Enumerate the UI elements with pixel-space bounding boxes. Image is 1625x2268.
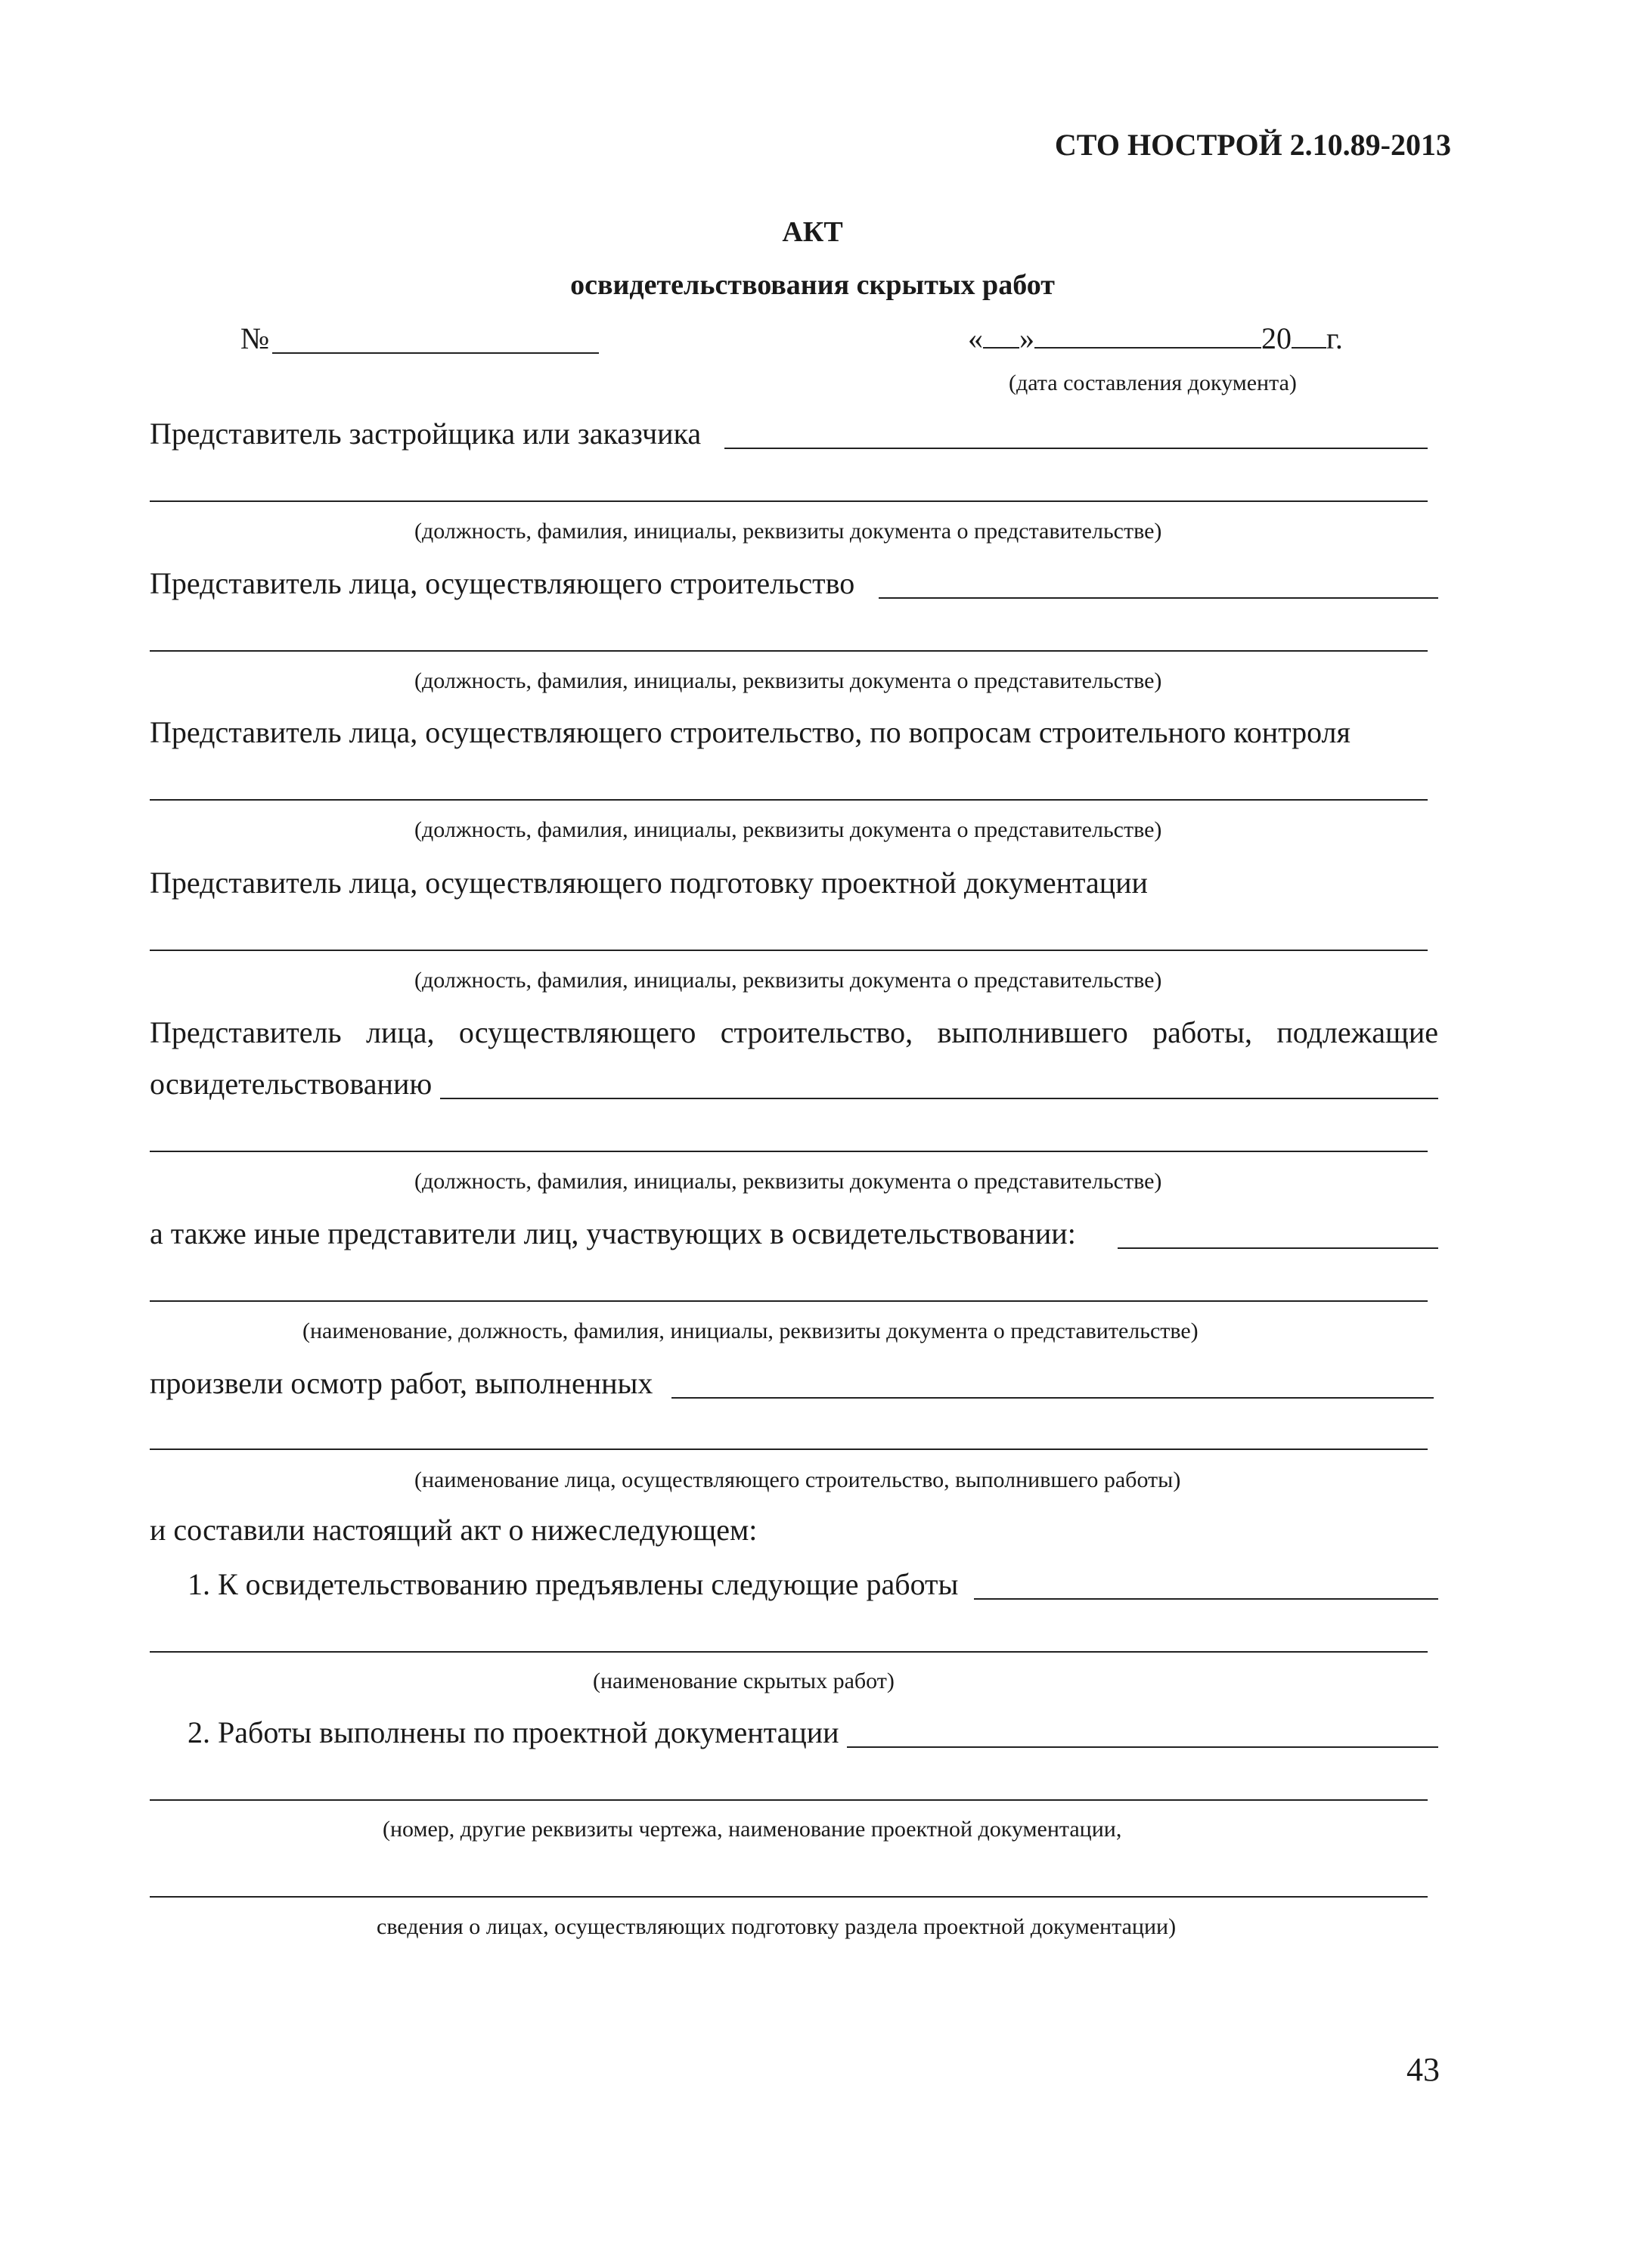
field-inspection-caption: (наименование лица, осуществляющего строительство, выполнившего работы) — [414, 1467, 1181, 1492]
item-2-caption-line1: (номер, другие реквизиты чертежа, наименование проектной документации, — [383, 1817, 1122, 1842]
field-contractor-rep-label-line2: освидетельствованию — [150, 1067, 433, 1101]
field-builder-rep-input[interactable] — [879, 597, 1438, 599]
field-designer-rep-label: Представитель лица, осуществляющего подготовку проектной документации — [150, 866, 1148, 900]
document-subtitle: освидетельствования скрытых работ — [570, 269, 1055, 301]
field-customer-rep-input[interactable] — [724, 448, 1428, 449]
field-builder-rep-label: Представитель лица, осуществляющего строительство — [150, 566, 855, 600]
field-contractor-rep-input-line2[interactable] — [150, 1151, 1428, 1152]
field-contractor-rep-label-line1: Представитель лица, осуществляющего строительство, выполнившего работы, подлежащие — [150, 1015, 1438, 1049]
field-other-reps-input-line2[interactable] — [150, 1300, 1428, 1302]
item-2-label: 2. Работы выполнены по проектной документации — [188, 1715, 839, 1749]
standard-code: СТО НОСТРОЙ 2.10.89-2013 — [1054, 128, 1451, 162]
field-customer-rep-label: Представитель застройщика или заказчика — [150, 417, 702, 451]
field-other-reps-input[interactable] — [1118, 1247, 1438, 1249]
page-number: 43 — [1406, 2051, 1440, 2088]
act-number-field[interactable] — [272, 352, 599, 354]
field-designer-rep-caption: (должность, фамилия, инициалы, реквизиты документа о представительстве) — [414, 968, 1162, 993]
field-construction-control-rep-input[interactable] — [150, 799, 1428, 801]
field-construction-control-rep-label: Представитель лица, осуществляющего строительство, по вопросам строительного контроля — [150, 715, 1351, 749]
field-contractor-rep-caption: (должность, фамилия, инициалы, реквизиты документа о представительстве) — [414, 1169, 1162, 1194]
date-day-blank[interactable] — [983, 321, 1019, 349]
field-other-reps-label: а также иные представители лиц, участвующих в освидетельствовании: — [150, 1216, 1076, 1250]
field-construction-control-rep-caption: (должность, фамилия, инициалы, реквизиты документа о представительстве) — [414, 817, 1162, 842]
field-inspection-input-line2[interactable] — [150, 1448, 1428, 1450]
document-title: АКТ — [782, 216, 843, 248]
item-1-caption: (наименование скрытых работ) — [593, 1668, 895, 1693]
field-other-reps-caption: (наименование, должность, фамилия, инициалы, реквизиты документа о представительстве) — [302, 1318, 1199, 1343]
field-inspection-input[interactable] — [671, 1397, 1434, 1399]
date-year-prefix: 20 — [1261, 321, 1292, 355]
item-1-label: 1. К освидетельствованию предъявлены следующие работы — [188, 1567, 959, 1601]
item-1-input[interactable] — [974, 1598, 1438, 1600]
statement-text: и составили настоящий акт о нижеследующем: — [150, 1513, 758, 1547]
field-customer-rep-input-line2[interactable] — [150, 500, 1428, 502]
item-2-input[interactable] — [847, 1746, 1438, 1748]
date-close-quote: » — [1019, 321, 1034, 355]
date-year-suffix: г. — [1326, 321, 1343, 355]
item-2-input-line3[interactable] — [150, 1896, 1428, 1898]
field-inspection-label: произвели осмотр работ, выполненных — [150, 1366, 653, 1400]
date-caption: (дата составления документа) — [1009, 370, 1297, 395]
item-2-input-line2[interactable] — [150, 1799, 1428, 1801]
date-month-blank[interactable] — [1034, 321, 1261, 349]
date-field[interactable] — [968, 321, 1343, 356]
field-designer-rep-input[interactable] — [150, 950, 1428, 951]
act-number-label: № — [240, 321, 270, 355]
date-open-quote: « — [968, 321, 983, 355]
date-year-blank[interactable] — [1292, 321, 1326, 349]
item-2-caption-line2: сведения о лицах, осуществляющих подготовку раздела проектной документации) — [377, 1914, 1177, 1939]
field-builder-rep-caption: (должность, фамилия, инициалы, реквизиты документа о представительстве) — [414, 668, 1162, 693]
field-customer-rep-caption: (должность, фамилия, инициалы, реквизиты документа о представительстве) — [414, 519, 1162, 544]
field-builder-rep-input-line2[interactable] — [150, 650, 1428, 652]
item-1-input-line2[interactable] — [150, 1651, 1428, 1653]
field-contractor-rep-input[interactable] — [440, 1098, 1438, 1099]
